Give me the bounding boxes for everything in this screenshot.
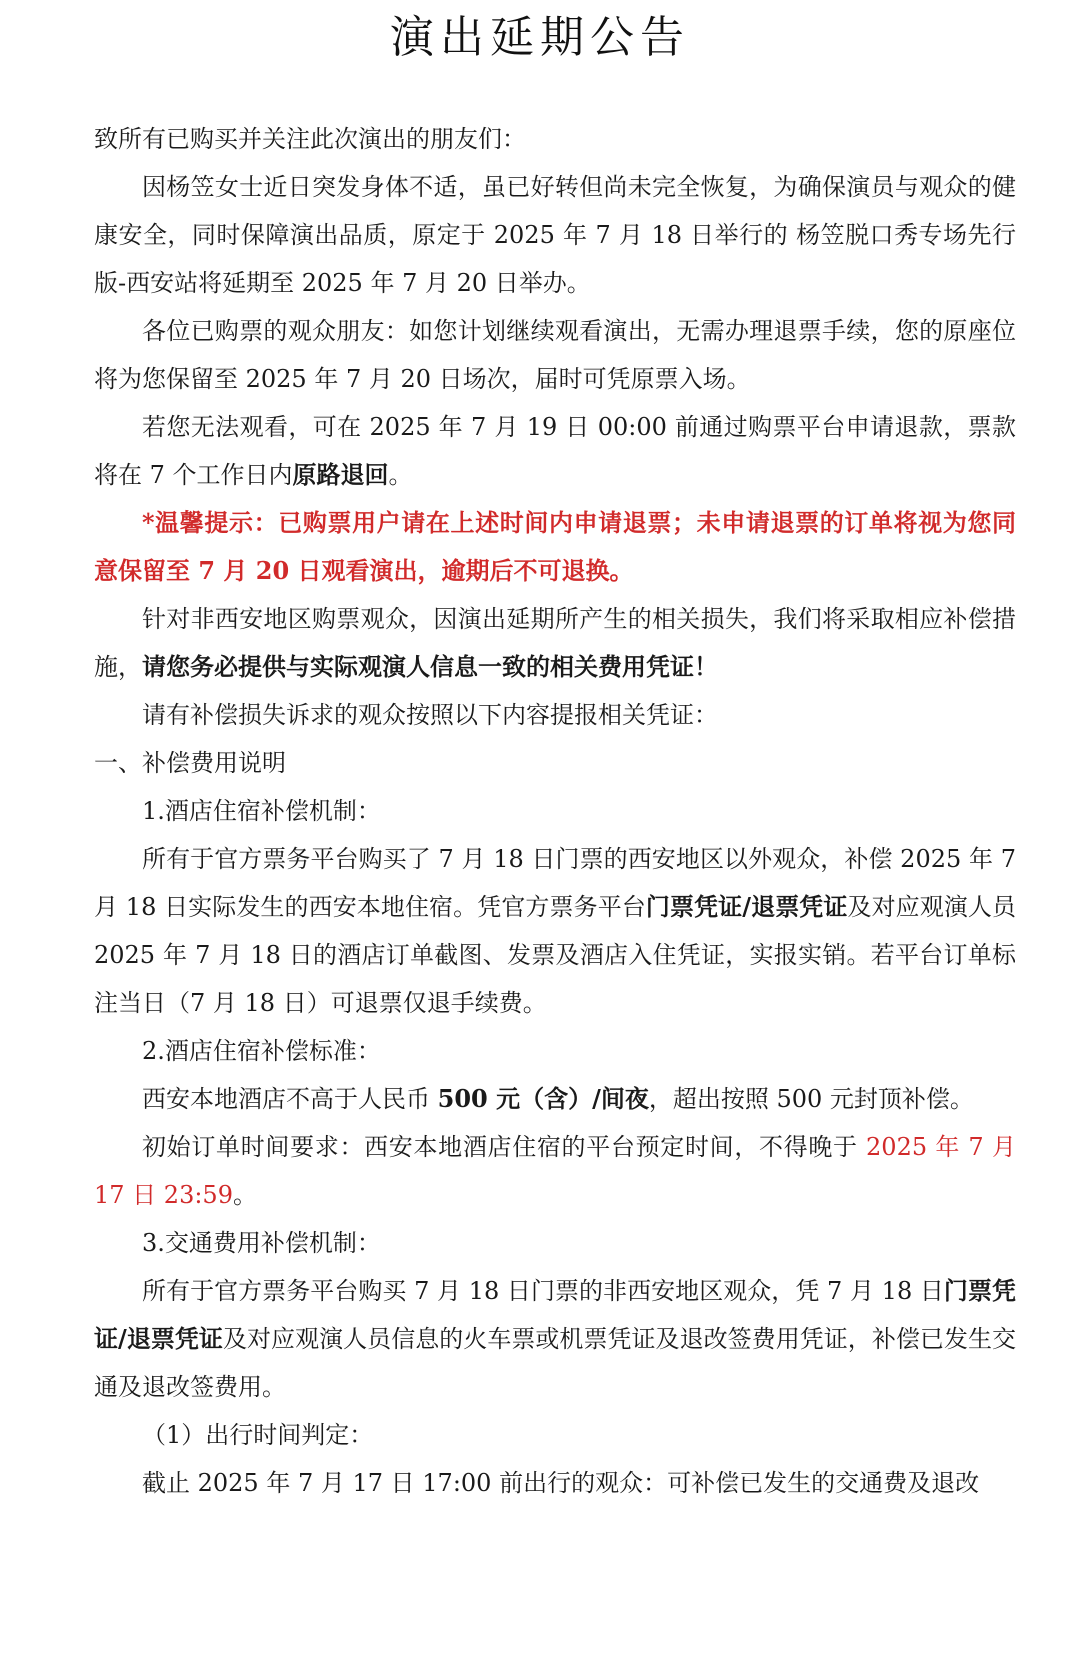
refund-end: 。 (388, 461, 413, 489)
paragraph-hotel-standard (94, 1075, 1016, 1123)
booking-deadline-text: 初始订单时间要求：西安本地酒店住宿的平台预定时间，不得晚于 (142, 1133, 867, 1161)
paragraph-refund (94, 403, 1016, 499)
hotel-text-c: 及对应观演人员 2025 年 7 月 18 日的酒店订单截图、发票及酒店入住凭证，实报实销。若平台订单标注当日（7 月 18 日）可退票仅退手续费。 (94, 893, 1017, 1017)
paragraph-hotel-mechanism (94, 835, 1016, 1027)
paragraph-travel-time: 截止 2025 年 7 月 17 日 17:00 前出行的观众：可补偿已发生的交通费及退改 (142, 1469, 980, 1497)
hotel-standard-text: 西安本地酒店不高于人民币 (142, 1085, 438, 1113)
hotel-text-a: 所有于官方票务平台购买了 7 月 18 日门票的西安地区以外观众，补偿 2025 年 7 月 18 日实际发生的西安本地住宿。凭官方票务平台 (94, 845, 1016, 921)
subheading-transport-mechanism: 3.交通费用补偿机制： (142, 1229, 381, 1257)
transport-text-a: 所有于官方票务平台购买 7 月 18 日门票的非西安地区观众，凭 7 月 18 日 (142, 1277, 944, 1305)
warm-reminder: *温馨提示：已购票用户请在上述时间内申请退票；未申请退票的订单将视为您同意保留至 7 月 20 日观看演出，逾期后不可退换。 (94, 508, 1016, 585)
paragraph-transport-mechanism (94, 1267, 1016, 1411)
section-heading-1: 一、补偿费用说明 (94, 749, 286, 777)
subheading-travel-time: （1）出行时间判定： (142, 1421, 374, 1449)
hotel-standard-end: ，超出按照 500 元封顶补偿。 (648, 1085, 974, 1113)
booking-deadline-end: 。 (232, 1181, 257, 1209)
paragraph-submit-instructions: 请有补偿损失诉求的观众按照以下内容提报相关凭证： (142, 701, 718, 729)
transport-voucher-emphasis: 门票凭证/退票凭证 (94, 1276, 1016, 1353)
refund-text: 若您无法观看，可在 2025 年 7 月 19 日 00:00 前通过购票平台申请退款，票款将在 7 个工作日内 (94, 413, 1016, 489)
paragraph-booking-deadline (94, 1123, 1016, 1219)
paragraph-postponement: 因杨笠女士近日突发身体不适，虽已好转但尚未完全恢复，为确保演员与观众的健康安全，同时保障演出品质，原定于 2025 年 7 月 18 日举行的 杨笠脱口秀专场先行版-西安站将延期至 2025 年 7 月 20 日举办。 (94, 173, 1016, 297)
greeting: 致所有已购买并关注此次演出的朋友们： (94, 125, 526, 153)
subheading-hotel-standard: 2.酒店住宿补偿标准： (142, 1037, 381, 1065)
subheading-hotel-mechanism: 1.酒店住宿补偿机制： (142, 797, 381, 825)
hotel-standard-emphasis: 500 元（含）/间夜 (437, 1084, 649, 1113)
hotel-voucher-emphasis: 门票凭证/退票凭证 (645, 892, 848, 921)
page-title: 演出延期公告 (390, 12, 690, 63)
announcement-body (94, 115, 1016, 1507)
booking-deadline-date: 2025 年 7 月 17 日 23:59 (94, 1133, 1016, 1209)
compensation-text: 针对非西安地区购票观众，因演出延期所产生的相关损失，我们将采取相应补偿措施， (94, 605, 1016, 681)
refund-emphasis: 原路退回 (292, 460, 389, 489)
compensation-emphasis: 请您务必提供与实际观演人信息一致的相关费用凭证！ (142, 652, 718, 681)
paragraph-compensation (94, 595, 1016, 691)
transport-text-c: 及对应观演人员信息的火车票或机票凭证及退改签费用凭证，补偿已发生交通及退改签费用。 (94, 1325, 1017, 1401)
paragraph-keep-seat: 各位已购票的观众朋友：如您计划继续观看演出，无需办理退票手续，您的原座位将为您保留至 2025 年 7 月 20 日场次，届时可凭原票入场。 (94, 317, 1016, 393)
